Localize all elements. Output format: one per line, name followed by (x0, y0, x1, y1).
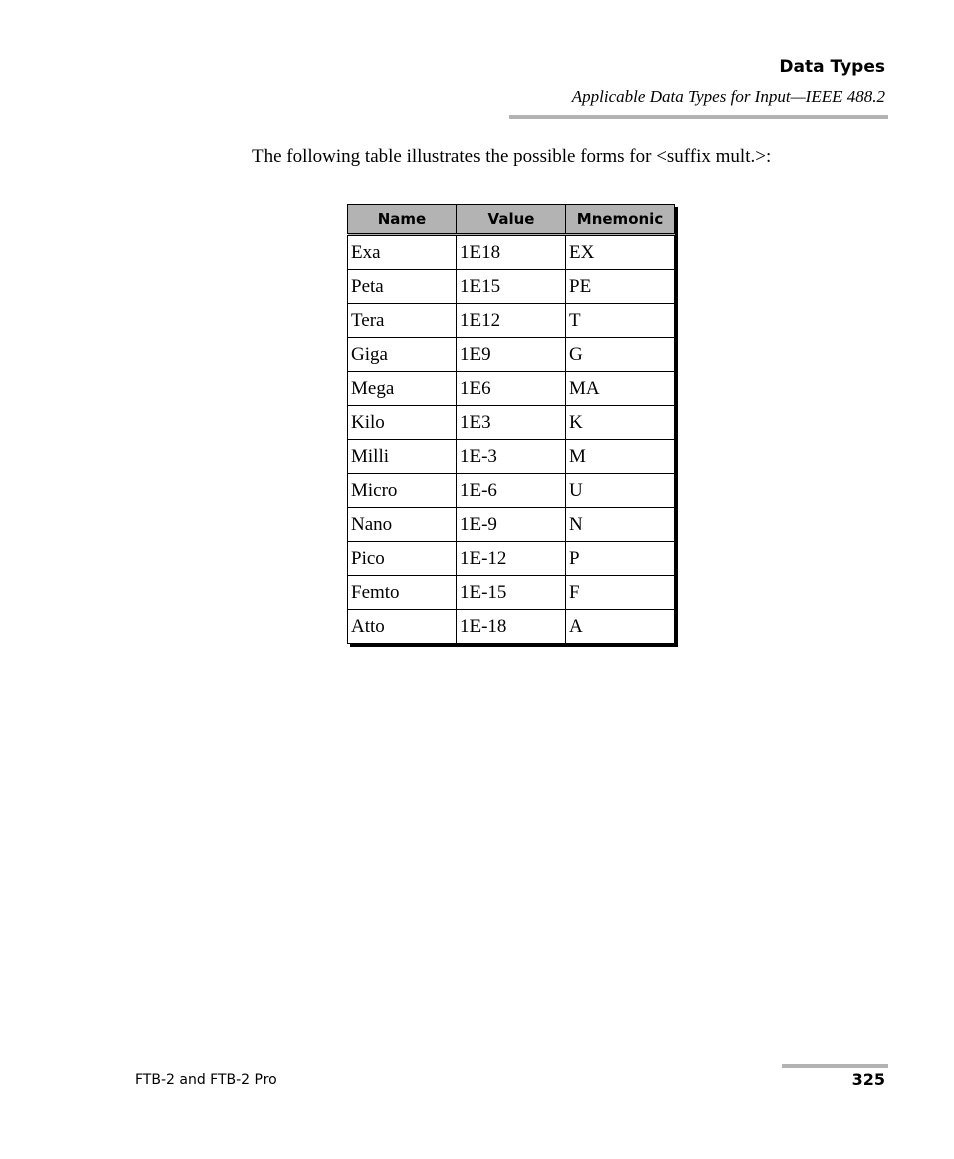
suffix-multiplier-table (347, 204, 675, 644)
cell-mnemonic: P (566, 542, 675, 576)
cell-value: 1E-18 (457, 610, 566, 644)
column-header-mnemonic: Mnemonic (566, 205, 675, 235)
cell-mnemonic: M (566, 440, 675, 474)
table-row (348, 270, 675, 304)
footer-rule (782, 1064, 888, 1068)
header-rule (509, 115, 888, 119)
cell-name: Exa (348, 235, 457, 270)
cell-mnemonic: T (566, 304, 675, 338)
page-header-subtitle: Applicable Data Types for Input—IEEE 488.2 (571, 87, 885, 106)
cell-name: Femto (348, 576, 457, 610)
table-row (348, 474, 675, 508)
column-header-name: Name (348, 205, 457, 235)
cell-name: Milli (348, 440, 457, 474)
table-row (348, 406, 675, 440)
cell-value: 1E9 (457, 338, 566, 372)
cell-value: 1E15 (457, 270, 566, 304)
cell-mnemonic: G (566, 338, 675, 372)
cell-name: Atto (348, 610, 457, 644)
cell-value: 1E-9 (457, 508, 566, 542)
table-body (348, 235, 675, 644)
table-row (348, 338, 675, 372)
cell-name: Mega (348, 372, 457, 406)
table-row (348, 610, 675, 644)
cell-name: Nano (348, 508, 457, 542)
cell-value: 1E-6 (457, 474, 566, 508)
cell-value: 1E6 (457, 372, 566, 406)
table-header-row (348, 205, 675, 235)
footer-product-name: FTB-2 and FTB-2 Pro (135, 1072, 277, 1088)
cell-name: Peta (348, 270, 457, 304)
cell-value: 1E-12 (457, 542, 566, 576)
cell-value: 1E12 (457, 304, 566, 338)
cell-mnemonic: PE (566, 270, 675, 304)
table-row (348, 508, 675, 542)
table-row (348, 304, 675, 338)
cell-name: Pico (348, 542, 457, 576)
cell-name: Micro (348, 474, 457, 508)
cell-mnemonic: U (566, 474, 675, 508)
page-header-title: Data Types (779, 57, 885, 77)
cell-value: 1E-3 (457, 440, 566, 474)
table-row (348, 235, 675, 270)
page-number: 325 (851, 1070, 885, 1089)
cell-value: 1E18 (457, 235, 566, 270)
table-row (348, 372, 675, 406)
cell-mnemonic: K (566, 406, 675, 440)
cell-value: 1E-15 (457, 576, 566, 610)
table-row (348, 576, 675, 610)
column-header-value: Value (457, 205, 566, 235)
cell-mnemonic: MA (566, 372, 675, 406)
cell-mnemonic: F (566, 576, 675, 610)
table-row (348, 440, 675, 474)
cell-name: Giga (348, 338, 457, 372)
cell-name: Kilo (348, 406, 457, 440)
cell-value: 1E3 (457, 406, 566, 440)
intro-paragraph: The following table illustrates the possible forms for <suffix mult.>: (252, 146, 772, 167)
cell-name: Tera (348, 304, 457, 338)
table-row (348, 542, 675, 576)
cell-mnemonic: N (566, 508, 675, 542)
cell-mnemonic: A (566, 610, 675, 644)
cell-mnemonic: EX (566, 235, 675, 270)
